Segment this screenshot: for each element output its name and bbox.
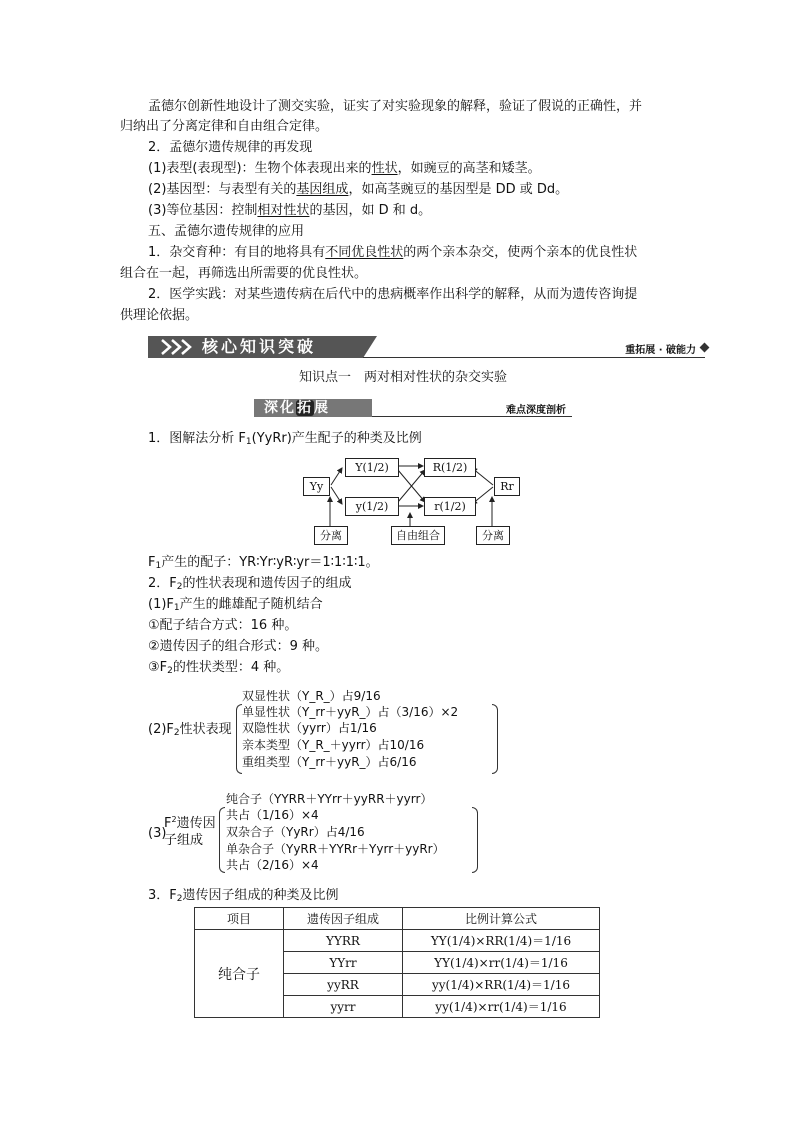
- phenotype-line: 双隐性状（yyrr）占1/16: [242, 721, 377, 735]
- application-breeding: 1．杂交育种：有目的地将具有不同优良性状的两个亲本杂交，使两个亲本的优良性状: [148, 245, 638, 260]
- diagram-node-r-lower: r(1/2): [424, 497, 476, 516]
- phenotype-line: 单显性状（Y_rr＋yyR_）占（3/16）×2: [242, 705, 459, 719]
- table-cell: YYrr: [284, 952, 403, 974]
- banner-subtitle: 重拓展 · 破能力: [625, 345, 696, 356]
- definition-phenotype: (1)表型(表现型)：生物个体表现出来的性状，如豌豆的高茎和矮茎。: [148, 161, 541, 176]
- genotype-line: 纯合子（YYRR＋YYrr＋yyRR＋yyrr）: [226, 792, 433, 806]
- genotype-label: 子组成: [164, 833, 204, 848]
- core-knowledge-banner: [148, 336, 708, 362]
- diagram-node-y-lower: y(1/2): [345, 497, 399, 516]
- diagram-label-separation: 分离: [476, 526, 510, 545]
- gamete-ratio: $F_1$产生的配子：YR∶Yr∶yR∶yr＝1∶1∶1∶1。: [148, 555, 379, 571]
- genotype-label: $F^2$遗传因: [164, 815, 216, 831]
- subsection-heading: $(1)F_1$产生的雌雄配子随机结合: [148, 597, 323, 613]
- paragraph-line: 组合在一起，再筛选出所需要的优良性状。: [120, 266, 368, 281]
- diagram-node-yy: Yy: [303, 477, 330, 496]
- genotype-line: 共占（2/16）×4: [226, 858, 319, 872]
- genotype-line: 双杂合子（YyRr）占4/16: [226, 825, 365, 839]
- chevron-icon: [160, 338, 198, 356]
- table-cell: yy(1/4)×RR(1/4)＝1/16: [403, 974, 600, 996]
- table-header: 遗传因子组成: [284, 908, 403, 930]
- diagram-node-rr: Rr: [494, 477, 520, 496]
- genotype-ratio-table: [194, 907, 600, 1018]
- application-medicine: 2．医学实践：对某些遗传病在后代中的患病概率作出科学的解释，从而为遗传咨询提: [148, 287, 638, 302]
- diagram-label-separation: 分离: [314, 526, 348, 545]
- paragraph-line: 归纳出了分离定律和自由组合定律。: [120, 119, 329, 134]
- knowledge-point-title: 知识点一 两对相对性状的杂交实验: [299, 370, 508, 385]
- genotype-label-prefix: (3): [148, 826, 167, 841]
- phenotype-line: 双显性状（Y_R_）占9/16: [242, 689, 381, 703]
- deepen-banner-title: 深化拓展: [264, 400, 330, 416]
- section-heading: 2．孟德尔遗传规律的再发现: [148, 140, 313, 155]
- table-header: 项目: [195, 908, 284, 930]
- part1-heading: 1．图解法分析 $F_1(YyRr)$产生配子的种类及比例: [148, 431, 422, 447]
- table-cell: YY(1/4)×rr(1/4)＝1/16: [403, 952, 600, 974]
- deepen-banner: [254, 399, 572, 417]
- table-group-cell: 纯合子: [195, 930, 284, 1018]
- part2-heading: 2．$F_2$的性状表现和遗传因子的组成: [148, 576, 352, 592]
- section-heading: 五、孟德尔遗传规律的应用: [148, 224, 305, 239]
- phenotype-line: 重组类型（Y_rr＋yyR_）占6/16: [242, 755, 417, 769]
- table-header-row: [195, 908, 600, 930]
- definition-allele: (3)等位基因：控制相对性状的基因，如 D 和 d。: [148, 203, 432, 218]
- diagram-node-r-upper: R(1/2): [424, 458, 476, 477]
- diagram-node-y-upper: Y(1/2): [345, 458, 399, 477]
- genotype-line: 单杂合子（YyRR＋YYRr＋Yyrr＋yyRr）: [226, 842, 445, 856]
- phenotype-line: 亲本类型（Y_R_＋yyrr）占10/16: [242, 738, 425, 752]
- definition-genotype: (2)基因型：与表型有关的基因组成，如高茎豌豆的基因型是 DD 或 Dd。: [148, 182, 569, 197]
- list-item: ②遗传因子的组合形式：9 种。: [148, 639, 329, 654]
- banner-title: 核心知识突破: [202, 337, 317, 356]
- genotype-line: 共占（1/16）×4: [226, 808, 319, 822]
- table-cell: YYRR: [284, 930, 403, 952]
- right-brace: [472, 807, 478, 873]
- phenotype-label: $(2)F_2$性状表现: [148, 722, 232, 738]
- paragraph-line: 孟德尔创新性地设计了测交实验，证实了对实验现象的解释，验证了假说的正确性，并: [148, 99, 643, 114]
- table-cell: yyRR: [284, 974, 403, 996]
- left-brace: [219, 807, 225, 873]
- table-row: [195, 930, 600, 952]
- list-item: $③F_2$的性状类型：4 种。: [148, 660, 290, 676]
- table-cell: yy(1/4)×rr(1/4)＝1/16: [403, 996, 600, 1018]
- right-brace: [492, 704, 498, 774]
- paragraph-line: 供理论依据。: [120, 308, 199, 323]
- table-header: 比例计算公式: [403, 908, 600, 930]
- list-item: ①配子结合方式：16 种。: [148, 618, 298, 633]
- table-cell: yyrr: [284, 996, 403, 1018]
- deepen-banner-subtitle: 难点深度剖析: [506, 405, 566, 416]
- diagram-label-free-combination: 自由组合: [391, 526, 445, 545]
- diamond-icon: [700, 343, 710, 353]
- part3-heading: 3．$F_2$遗传因子组成的种类及比例: [148, 888, 339, 904]
- table-cell: YY(1/4)×RR(1/4)＝1/16: [403, 930, 600, 952]
